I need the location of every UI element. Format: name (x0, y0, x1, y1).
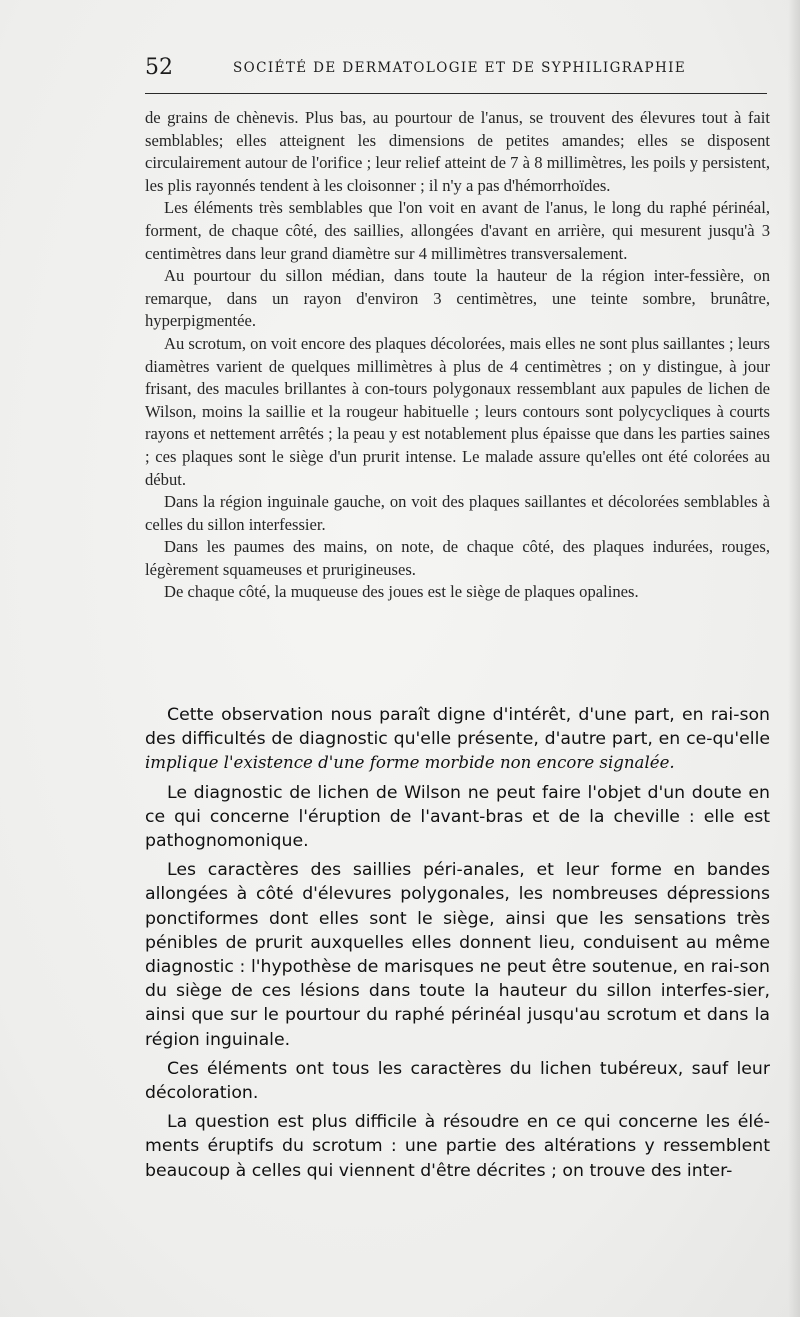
commentary-paragraph: Ces éléments ont tous les caractères du lichen tubéreux, sauf leur décoloration. (145, 1058, 770, 1104)
observation-paragraph: Dans les paumes des mains, on note, de chaque côté, des plaques indurées, rouges, légèrement squameuses et prurigineuses. (145, 537, 770, 579)
commentary-paragraph: Le diagnostic de lichen de Wilson ne peut faire l'objet d'un doute en ce qui concerne l'éruption de l'avant-bras et de la cheville : elle est pathognomonique. (145, 782, 770, 852)
running-header (145, 55, 767, 83)
commentary-paragraph: La question est plus difficile à résoudre en ce qui concerne les élé-ments éruptifs du scrotum : une partie des altérations y ressemblent beaucoup à celles qui viennent d'être décrites ; on trouve des inter- (145, 1112, 770, 1181)
observation-paragraph: Les éléments très semblables que l'on voit en avant de l'anus, le long du raphé périnéal, forment, de chaque côté, des saillies, allongées d'avant en arrière, qui mesurent jusqu'à 3 centimètres dans leur grand diamètre sur 4 millimètres transversalement. (145, 198, 770, 263)
page-edge-shadow (788, 0, 800, 1317)
commentary-text (145, 703, 770, 1188)
commentary-italic-run: implique l'existence d'une forme morbide non encore signalée. (145, 753, 675, 773)
running-title: SOCIÉTÉ DE DERMATOLOGIE ET DE SYPHILIGRAPHIE (233, 60, 687, 76)
header-rule (145, 93, 767, 94)
observation-paragraph: Dans la région inguinale gauche, on voit des plaques saillantes et décolorées semblables à celles du sillon interfessier. (145, 492, 770, 534)
commentary-paragraph (145, 703, 770, 776)
commentary-text-run: Cette observation nous paraît digne d'intérêt, d'une part, en rai-son des difficultés de diagnostic qu'elle présente, d'autre part, en ce-qu'elle (145, 705, 770, 750)
observation-paragraph: Au pourtour du sillon médian, dans toute la hauteur de la région inter-fessière, on remarque, dans un rayon d'environ 3 centimètres, une teinte sombre, brunâtre, hyperpigmentée. (145, 266, 770, 331)
page-number: 52 (145, 55, 173, 80)
commentary-paragraph: Les caractères des saillies péri-anales, et leur forme en bandes allongées à côté d'élevures polygonales, les nombreuses dépressions ponctiformes dont elles sont le siège, ainsi que les sensations très pénibles de prurit auxquelles elles donnent lieu, conduisent au même diagnostic : l'hypothèse de marisques ne peut être soutenue, en rai-son du siège de ces lésions dans toute la hauteur du sillon interfes-sier, ainsi que sur le pourtour du raphé périnéal jusqu'au scrotum et dans la région inguinale. (145, 860, 770, 1050)
observation-paragraph: De chaque côté, la muqueuse des joues est le siège de plaques opalines. (164, 582, 639, 602)
observation-text (145, 107, 770, 604)
observation-paragraph: de grains de chènevis. Plus bas, au pourtour de l'anus, se trouvent des élevures tout à fait semblables; elles atteignent les dimensions de petites amandes; elles se disposent circulairement autour de l'orifice ; leur relief atteint de 7 à 8 millimètres, les poils y persistent, les plis rayonnés tendent à les cloisonner ; il n'y a pas d'hémorrhoïdes. (145, 108, 770, 195)
observation-paragraph: Au scrotum, on voit encore des plaques décolorées, mais elles ne sont plus saillantes ; leurs diamètres varient de quelques millimètres à plus de 4 centimètres ; on y distingue, à jour frisant, des macules brillantes à con-tours polygonaux ressemblant aux papules de lichen de Wilson, moins la saillie et la rougeur habituelle ; leurs contours sont polycycliques à courts rayons et nettement arrêtés ; la peau y est notablement plus épaisse que dans les parties saines ; ces plaques sont le siège d'un prurit intense. Le malade assure qu'elles ont été colorées au début. (145, 333, 770, 489)
